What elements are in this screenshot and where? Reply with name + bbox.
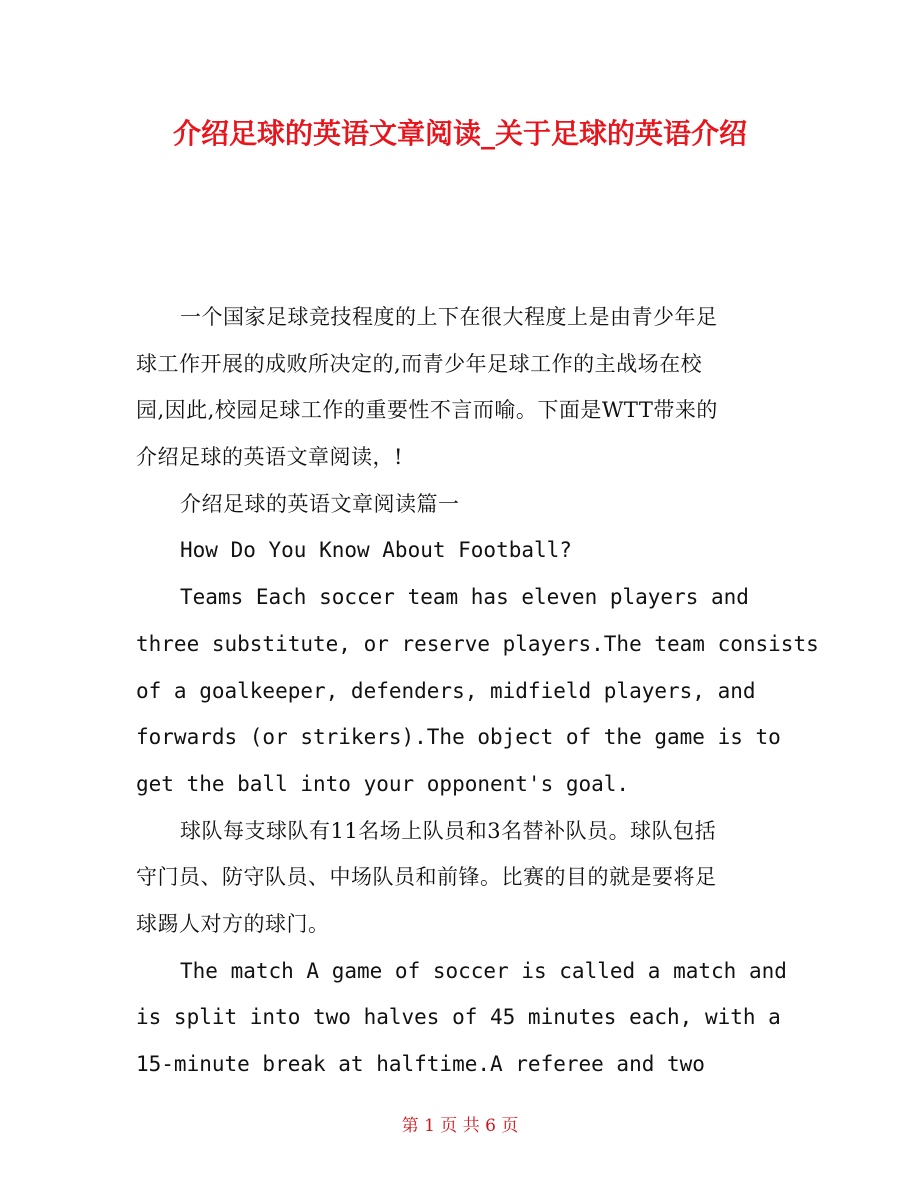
document-body <box>136 294 819 1088</box>
body-line: get the ball into your opponent's goal. <box>136 771 630 796</box>
body-line: 守门员、防守队员、中场队员和前锋。比赛的目的就是要将足 <box>136 865 717 890</box>
body-line: 球工作开展的成败所决定的,而青少年足球工作的主战场在校 <box>136 351 703 376</box>
body-line: The match A game of soccer is called a match and <box>180 958 787 983</box>
body-line: 园,因此,校园足球工作的重要性不言而喻。下面是WTT带来的 <box>136 398 718 423</box>
body-line: 球踢人对方的球门。 <box>136 911 330 936</box>
body-line: 介绍足球的英语文章阅读，! <box>136 445 403 470</box>
body-line: 15-minute break at halftime.A referee and two <box>136 1052 705 1076</box>
document-title: 介绍足球的英语文章阅读_关于足球的英语介绍 <box>172 117 747 150</box>
article-heading: How Do You Know About Football? <box>180 538 572 563</box>
body-line: of a goalkeeper, defenders, midfield players, and <box>136 678 756 703</box>
page-footer: 第 1 页 共 6 页 <box>401 1116 519 1136</box>
body-line: is split into two halves of 45 minutes each, with a <box>136 1005 781 1030</box>
body-line: three substitute, or reserve players.The team consists <box>136 631 819 656</box>
body-line: 球队每支球队有11名场上队员和3名替补队员。球队包括 <box>180 818 717 843</box>
section-heading: 介绍足球的英语文章阅读篇一 <box>180 491 460 516</box>
body-line: 一个国家足球竞技程度的上下在很大程度上是由青少年足 <box>180 305 718 329</box>
body-line: Teams Each soccer team has eleven players and <box>180 585 749 610</box>
body-line: forwards (or strikers).The object of the game is to <box>136 725 781 750</box>
